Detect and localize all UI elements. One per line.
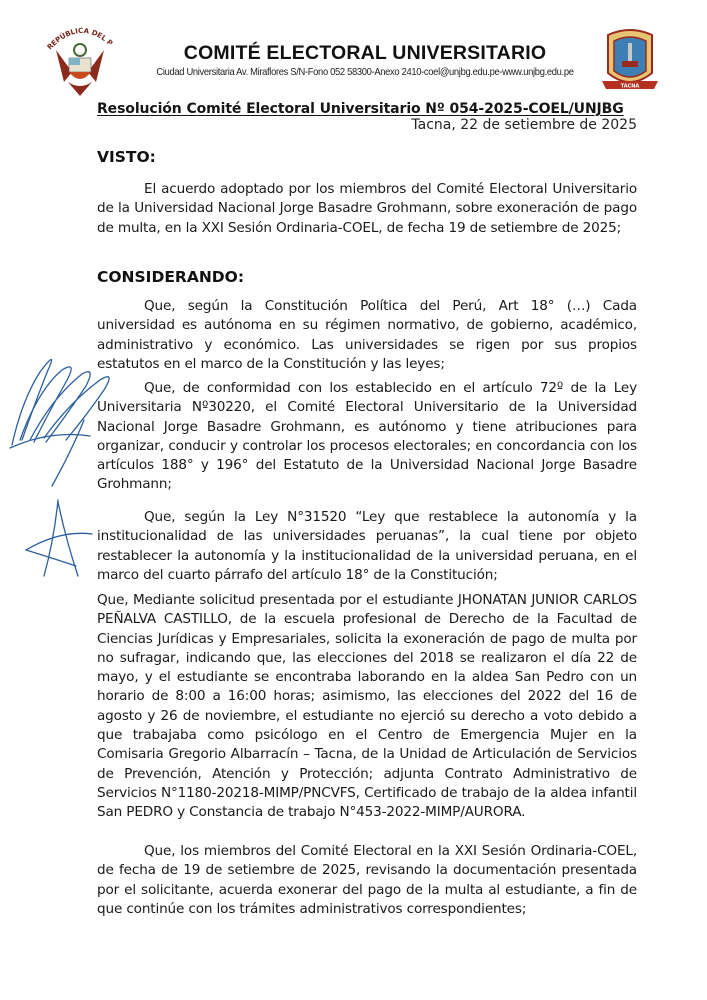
header-title: COMITÉ ELECTORAL UNIVERSITARIO: [183, 42, 547, 64]
peru-coat-of-arms-icon: [42, 20, 118, 98]
considerando-paragraph-1: Que, según la Constitución Política del Perú, Art 18° (…) Cada universidad es autónoma en su régimen normativo, de gobierno, académico, administrativo y económico. Las universidades se rigen por sus propios estatutos en el marco de la Constitución y las leyes;: [97, 298, 637, 372]
visto-paragraph: El acuerdo adoptado por los miembros del Comité Electoral Universitario de la Universidad Nacional Jorge Basadre Grohmann, sobre exoneración de pago de multa, en la XXI Sesión Ordinaria-COEL, de fecha 19 de setiembre de 2025;: [97, 181, 637, 236]
coat-of-arms-caption: REPÚBLICA DEL P: [45, 26, 115, 52]
crest-caption: TACNA: [620, 83, 640, 90]
resolution-date: Tacna, 22 de setiembre de 2025: [411, 117, 637, 133]
header-contact-line: Ciudad Universitaria Av. Miraflores S/N-Fono 052 58300-Anexo 2410-coel@unjbg.edu.pe-www.unjbg.edu.pe: [156, 67, 574, 78]
svg-text:REPÚBLICA DEL PERÚ: [42, 20, 114, 51]
considerando-paragraph-2: Que, de conformidad con los establecido en el artículo 72º de la Ley Universitaria Nº30220, el Comité Electoral Universitario de la Universidad Nacional Jorge Basadre Grohmann, es autónomo y tiene atribuciones para organizar, conducir y controlar los procesos electorales; en concordancia con los artículos 188° y 196° del Estatuto de la Universidad Nacional Jorge Basadre Grohmann;: [97, 380, 637, 493]
considerando-heading: CONSIDERANDO:: [97, 268, 245, 286]
resolution-title: Resolución Comité Electoral Universitario Nº 054-2025-COEL/UNJBG: [97, 101, 624, 117]
university-crest-icon: [600, 27, 660, 99]
considerando-paragraph-4: Que, Mediante solicitud presentada por el estudiante JHONATAN JUNIOR CARLOS PEÑALVA CASTILLO, de la escuela profesional de Derecho de la Facultad de Ciencias Jurídicas y Empresariales, solicita la exoneración de pago de multa por no sufragar, indicando que, las elecciones del 2018 se realizaron el día 22 de mayo, y el estudiante se encontraba laborando en la aldea San Pedro con un horario de 8:00 a 16:00 horas; asimismo, las elecciones del 2022 del 16 de agosto y 26 de noviembre, el estudiante no ejerció su derecho a voto debido a que trabajaba como psicólogo en el Centro de Emergencia Mujer en la Comisaria Gregorio Albarracín – Tacna, de la Unidad de Articulación de Servicios de Prevención, Atención y Protección; adjunta Contrato Administrativo de Servicios N°1180-20218-MIMP/PNCVFS, Certificado de trabajo de la aldea infantil San PEDRO y Constancia de trabajo N°453-2022-MIMP/AURORA.: [97, 592, 637, 821]
considerando-paragraph-3: Que, según la Ley N°31520 “Ley que restablece la autonomía y la institucionalidad de las universidades peruanas”, la cual tiene por objeto restablecer la autonomía y la institucionalidad de la universidad peruana, en el marco del cuarto párrafo del artículo 18° de la Constitución;: [97, 509, 637, 583]
visto-heading: VISTO:: [97, 148, 156, 166]
considerando-paragraph-5: Que, los miembros del Comité Electoral en la XXI Sesión Ordinaria-COEL, de fecha de 19 de setiembre de 2025, revisando la documentación presentada por el solicitante, acuerda exonerar del pago de la multa al estudiante, a fin de que continúe con los trámites administrativos correspondientes;: [97, 843, 637, 917]
